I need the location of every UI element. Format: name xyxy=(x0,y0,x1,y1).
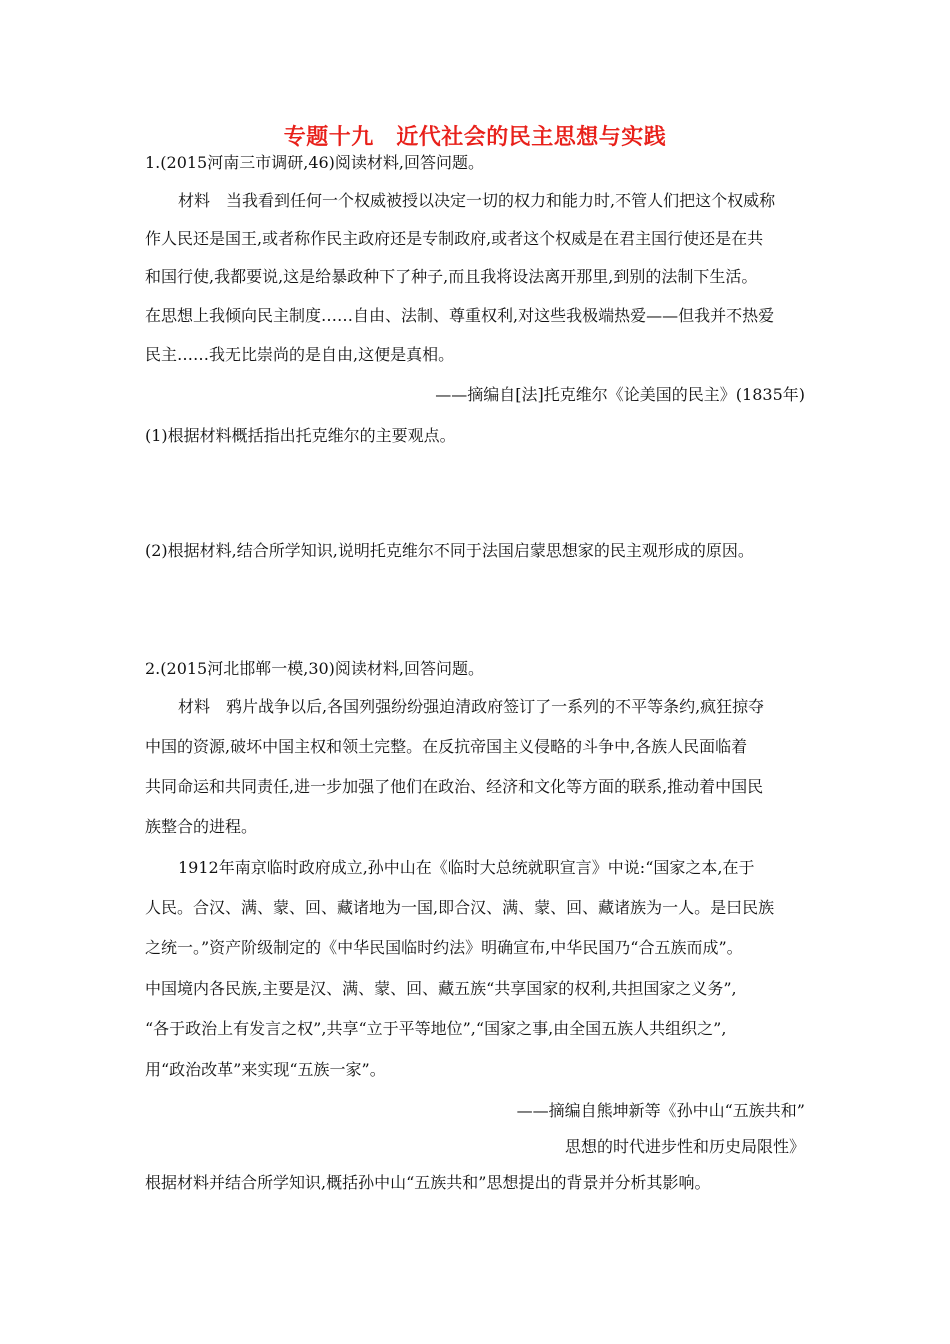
q1-source: ——摘编自[法]托克维尔《论美国的民主》(1835年) xyxy=(435,385,805,404)
q2-source-line-1: ——摘编自熊坤新等《孙中山“五族共和” xyxy=(516,1101,805,1120)
q1-material-line: 在思想上我倾向民主制度……自由、法制、尊重权利,对这些我极端热爱——但我并不热爱 xyxy=(145,306,775,325)
q2-material-line: 材料 鸦片战争以后,各国列强纷纷强迫清政府签订了一系列的不平等条约,疯狂掠夺 xyxy=(178,697,765,716)
q2-header: 2.(2015河北邯郸一模,30)阅读材料,回答问题。 xyxy=(145,659,485,678)
q2-material-line: 共同命运和共同责任,进一步加强了他们在政治、经济和文化等方面的联系,推动着中国民 xyxy=(145,777,764,796)
q2-material-line: 之统一。”资产阶级制定的《中华民国临时约法》明确宣布,中华民国乃“合五族而成”。 xyxy=(145,938,743,957)
q1-header: 1.(2015河南三市调研,46)阅读材料,回答问题。 xyxy=(145,153,485,172)
q2-material-line: 1912年南京临时政府成立,孙中山在《临时大总统就职宣言》中说:“国家之本,在于 xyxy=(178,858,755,877)
q2-material-line: 人民。合汉、满、蒙、回、藏诸地为一国,即合汉、满、蒙、回、藏诸族为一人。是曰民族 xyxy=(145,898,775,917)
q1-subquestion-1: (1)根据材料概括指出托克维尔的主要观点。 xyxy=(145,426,456,445)
q2-material-line: 中国的资源,破坏中国主权和领土完整。在反抗帝国主义侵略的斗争中,各族人民面临着 xyxy=(145,737,748,756)
q2-material-line: 中国境内各民族,主要是汉、满、蒙、回、藏五族“共享国家的权利,共担国家之义务”, xyxy=(145,979,737,998)
q2-material-line: 用“政治改革”来实现“五族一家”。 xyxy=(145,1060,386,1079)
q1-subquestion-2: (2)根据材料,结合所学知识,说明托克维尔不同于法国启蒙思想家的民主观形成的原因。 xyxy=(145,541,754,560)
q2-material-line: “各于政治上有发言之权”,共享“立于平等地位”,“国家之事,由全国五族人共组织之”, xyxy=(145,1019,727,1038)
q1-material-line: 材料 当我看到任何一个权威被授以决定一切的权力和能力时,不管人们把这个权威称 xyxy=(178,191,776,210)
q1-material-line: 和国行使,我都要说,这是给暴政种下了种子,而且我将设法离开那里,到别的法制下生活。 xyxy=(145,267,758,286)
page-title: 专题十九 近代社会的民主思想与实践 xyxy=(283,125,667,150)
q1-material-line: 作人民还是国王,或者称作民主政府还是专制政府,或者这个权威是在君主国行使还是在共 xyxy=(145,229,764,248)
q2-source-line-2: 思想的时代进步性和历史局限性》 xyxy=(564,1137,805,1156)
q2-question: 根据材料并结合所学知识,概括孙中山“五族共和”思想提出的背景并分析其影响。 xyxy=(145,1173,711,1192)
q1-material-line: 民主……我无比崇尚的是自由,这便是真相。 xyxy=(145,345,455,364)
q2-material-line: 族整合的进程。 xyxy=(145,817,258,836)
